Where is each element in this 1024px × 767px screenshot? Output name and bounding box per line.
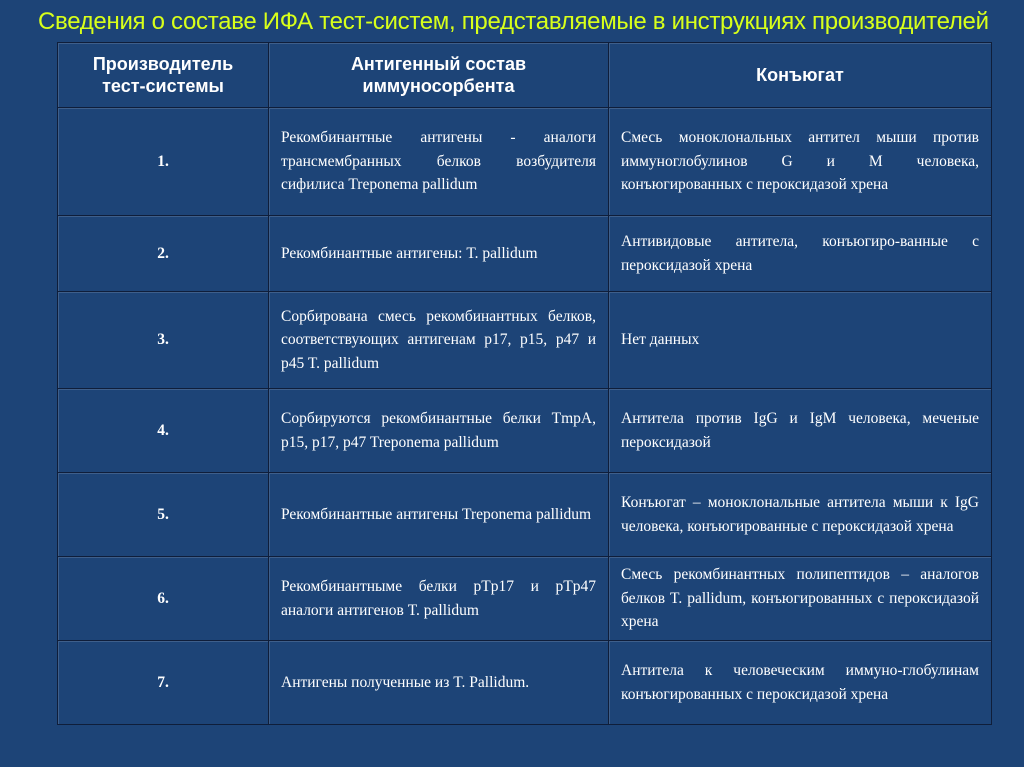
header-antigen	[269, 43, 609, 108]
row-antigen: Рекомбинантныме белки pTp17 и pTp47 аналоги антигенов T. pallidum	[269, 557, 609, 641]
test-systems-table	[57, 42, 992, 725]
row-conjugate: Антивидовые антитела, конъюгиро-ванные с пероксидазой хрена	[609, 216, 992, 292]
table-row	[58, 216, 992, 292]
row-number: 5.	[58, 473, 269, 557]
row-conjugate: Смесь моноклональных антител мыши против иммуноглобулинов G и M человека, конъюгированных с пероксидазой хрена	[609, 108, 992, 216]
header-manufacturer-line-1: Производитель	[92, 54, 234, 74]
table-row	[58, 641, 992, 725]
row-antigen: Сорбируются рекомбинантные белки TmpA, p15, p17, p47 Treponema pallidum	[269, 389, 609, 473]
row-conjugate: Нет данных	[609, 292, 992, 389]
table-row	[58, 292, 992, 389]
header-manufacturer-line-2: тест-системы	[102, 76, 224, 96]
row-number: 4.	[58, 389, 269, 473]
table-row	[58, 557, 992, 641]
header-conjugate-line-1: Конъюгат	[756, 65, 844, 85]
header-manufacturer	[58, 43, 269, 108]
row-antigen: Рекомбинантные антигены: T. pallidum	[269, 216, 609, 292]
table-row	[58, 108, 992, 216]
row-conjugate: Антитела против IgG и IgM человека, меченые пероксидазой	[609, 389, 992, 473]
row-number: 3.	[58, 292, 269, 389]
header-antigen-line-2: иммуносорбента	[362, 76, 515, 96]
table-header-row	[58, 43, 992, 108]
row-number: 1.	[58, 108, 269, 216]
row-conjugate: Конъюгат – моноклональные антитела мыши к IgG человека, конъюгированные с пероксидазой хрена	[609, 473, 992, 557]
table-row	[58, 389, 992, 473]
row-antigen: Антигены полученные из T. Pallidum.	[269, 641, 609, 725]
row-conjugate: Антитела к человеческим иммуно-глобулинам конъюгированных с пероксидазой хрена	[609, 641, 992, 725]
header-conjugate	[609, 43, 992, 108]
row-antigen: Сорбирована смесь рекомбинантных белков, соответствующих антигенам p17, p15, p47 и p45 T. pallidum	[269, 292, 609, 389]
row-number: 2.	[58, 216, 269, 292]
slide-title: Сведения о составе ИФА тест-систем, представляемые в инструкциях производителей	[38, 8, 989, 35]
table-row	[58, 473, 992, 557]
header-antigen-line-1: Антигенный состав	[350, 54, 527, 74]
row-antigen: Рекомбинантные антигены Treponema pallidum	[269, 473, 609, 557]
row-number: 6.	[58, 557, 269, 641]
row-antigen: Рекомбинантные антигены - аналоги трансмембранных белков возбудителя сифилиса Treponema pallidum	[269, 108, 609, 216]
row-conjugate: Смесь рекомбинантных полипептидов – аналогов белков T. pallidum, конъюгированных с пероксидазой хрена	[609, 557, 992, 641]
row-number: 7.	[58, 641, 269, 725]
